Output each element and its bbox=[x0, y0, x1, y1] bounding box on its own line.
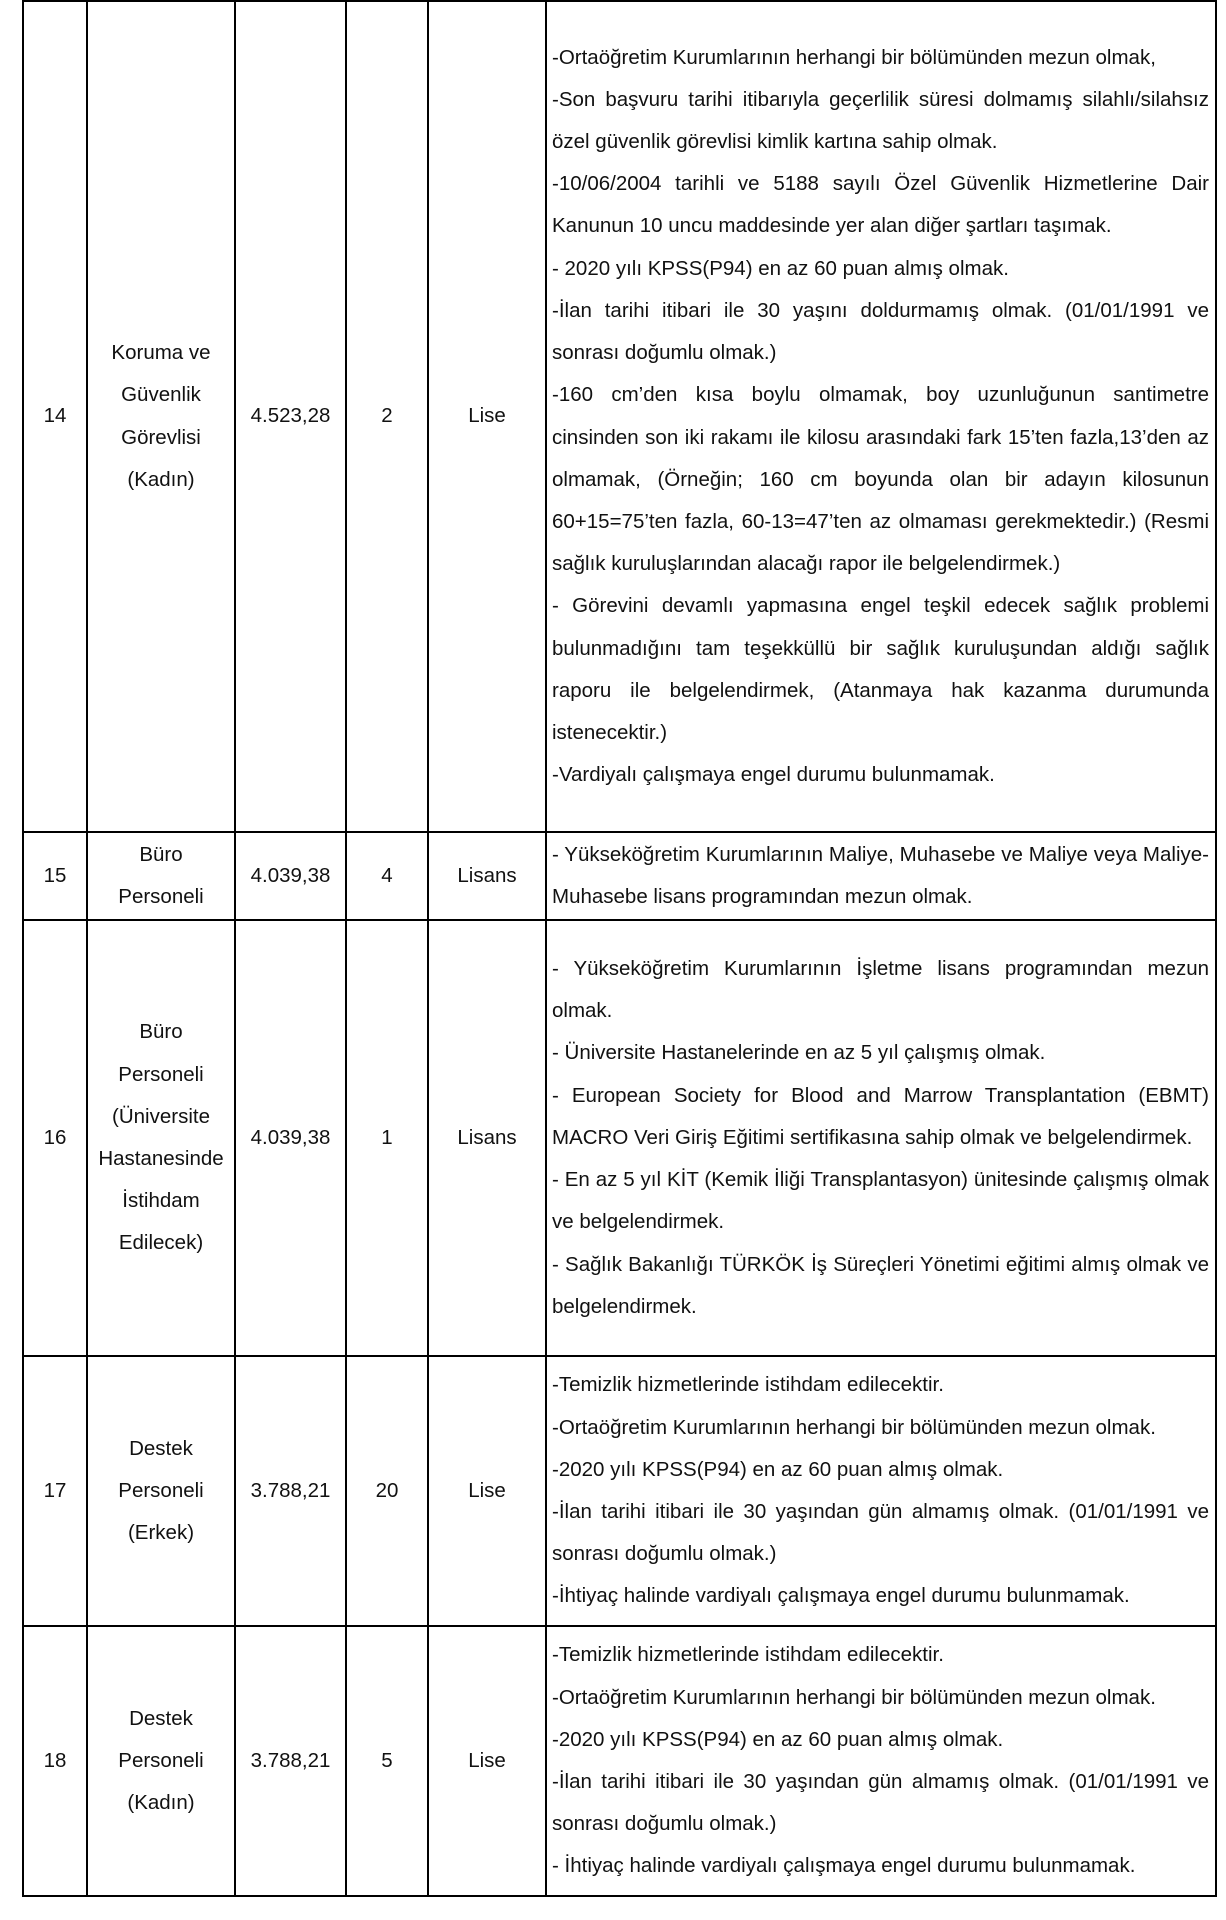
requirement-item: - İhtiyaç halinde vardiyalı çalışmaya engel durumu bulunmamak. bbox=[552, 1854, 1136, 1878]
position-title bbox=[87, 832, 235, 920]
position-title bbox=[87, 1356, 235, 1626]
position-title-line: Edilecek) bbox=[118, 1231, 204, 1255]
row-number: 16 bbox=[23, 920, 87, 1356]
position-title-line: Hastanesinde bbox=[98, 1147, 224, 1170]
requirements bbox=[546, 1626, 1216, 1896]
table-row bbox=[23, 920, 1216, 1356]
requirement-item: - En az 5 yıl KİT (Kemik İliği Transplantasyon) ünitesinde çalışmış olmak ve belgelendirmek. bbox=[552, 1168, 1209, 1234]
requirement-item: -Ortaöğretim Kurumlarının herhangi bir bölümünden mezun olmak, bbox=[552, 45, 1156, 69]
position-title-line: (Kadın) bbox=[127, 467, 195, 491]
position-count: 1 bbox=[346, 920, 428, 1356]
row-number: 18 bbox=[23, 1626, 87, 1896]
position-title bbox=[87, 1, 235, 832]
table-row bbox=[23, 1626, 1216, 1896]
requirement-item: -2020 yılı KPSS(P94) en az 60 puan almış olmak. bbox=[552, 1727, 1004, 1751]
requirement-item: -Temizlik hizmetlerinde istihdam edilecektir. bbox=[552, 1373, 944, 1397]
requirement-item: -Vardiyalı çalışmaya engel durumu bulunmamak. bbox=[552, 763, 995, 787]
position-title-line: İstihdam bbox=[122, 1189, 200, 1213]
position-title-line: Görevlisi bbox=[121, 425, 201, 449]
education-level: Lisans bbox=[428, 832, 546, 920]
education-level: Lise bbox=[428, 1, 546, 832]
requirement-item: -İlan tarihi itibari ile 30 yaşından gün almamış olmak. (01/01/1991 ve sonrası doğumlu olmak.) bbox=[552, 1770, 1209, 1836]
requirement-item: - 2020 yılı KPSS(P94) en az 60 puan almış olmak. bbox=[552, 256, 1009, 280]
position-title-line: Destek bbox=[129, 1436, 193, 1460]
salary: 3.788,21 bbox=[235, 1626, 346, 1896]
requirement-item: -İlan tarihi itibari ile 30 yaşını doldurmamış olmak. (01/01/1991 ve sonrası doğumlu olmak.) bbox=[552, 298, 1209, 365]
requirement-item: -İhtiyaç halinde vardiyalı çalışmaya engel durumu bulunmamak. bbox=[552, 1584, 1130, 1608]
requirements bbox=[546, 920, 1216, 1356]
requirement-item: - Üniversite Hastanelerinde en az 5 yıl çalışmış olmak. bbox=[552, 1041, 1046, 1065]
requirement-item: - Yükseköğretim Kurumlarının İşletme lisans programından mezun olmak. bbox=[552, 957, 1209, 1023]
requirement-item: -Ortaöğretim Kurumlarının herhangi bir bölümünden mezun olmak. bbox=[552, 1415, 1156, 1439]
requirement-item: -Temizlik hizmetlerinde istihdam edilecektir. bbox=[552, 1643, 944, 1667]
education-level: Lisans bbox=[428, 920, 546, 1356]
salary: 4.523,28 bbox=[235, 1, 346, 832]
requirement-item: -160 cm’den kısa boylu olmamak, boy uzunluğunun santimetre cinsinden son iki rakamı ile kilosu arasındaki fark 15’ten fazla,13’den az olmamak, (Örneğin; 160 cm boyunda olan bir adayın kilosunun 60+15=75’ten fazla, 60-13=47’ten az olmaması gerekmektedir.) (Resmi sağlık kuruluşlarından alacağı rapor ile belgelendirmek.) bbox=[552, 383, 1209, 576]
requirement-item: -Ortaöğretim Kurumlarının herhangi bir bölümünden mezun olmak. bbox=[552, 1685, 1156, 1709]
salary: 4.039,38 bbox=[235, 920, 346, 1356]
table-row bbox=[23, 1, 1216, 832]
row-number: 15 bbox=[23, 832, 87, 920]
position-title-line: Büro bbox=[139, 1020, 183, 1044]
position-title-line: Koruma ve bbox=[111, 341, 211, 365]
position-count: 2 bbox=[346, 1, 428, 832]
position-title bbox=[87, 1626, 235, 1896]
requirement-item: -İlan tarihi itibari ile 30 yaşından gün almamış olmak. (01/01/1991 ve sonrası doğumlu olmak.) bbox=[552, 1500, 1209, 1566]
row-number: 14 bbox=[23, 1, 87, 832]
salary: 3.788,21 bbox=[235, 1356, 346, 1626]
position-title-line: Büro bbox=[139, 842, 183, 866]
position-title-line: (Kadın) bbox=[127, 1791, 195, 1815]
positions-table bbox=[22, 0, 1217, 1897]
requirement-item: - Yükseköğretim Kurumlarının Maliye, Muhasebe ve Maliye veya Maliye-Muhasebe lisans programından mezun olmak. bbox=[552, 842, 1209, 908]
position-title-line: Destek bbox=[129, 1706, 193, 1730]
table-row bbox=[23, 832, 1216, 920]
salary: 4.039,38 bbox=[235, 832, 346, 920]
education-level: Lise bbox=[428, 1356, 546, 1626]
position-title-line: Personeli bbox=[118, 885, 204, 908]
requirement-item: -Son başvuru tarihi itibarıyla geçerlilik süresi dolmamış silahlı/silahsız özel güvenlik görevlisi kimlik kartına sahip olmak. bbox=[552, 87, 1209, 154]
position-title-line: (Erkek) bbox=[127, 1521, 195, 1545]
position-title-line: Personeli bbox=[118, 1478, 204, 1502]
position-title-line: Personeli bbox=[118, 1062, 204, 1086]
requirements bbox=[546, 1, 1216, 832]
position-count: 5 bbox=[346, 1626, 428, 1896]
requirement-item: -10/06/2004 tarihli ve 5188 sayılı Özel Güvenlik Hizmetlerine Dair Kanunun 10 uncu maddesinde yer alan diğer şartları taşımak. bbox=[552, 172, 1209, 238]
education-level: Lise bbox=[428, 1626, 546, 1896]
row-number: 17 bbox=[23, 1356, 87, 1626]
position-title-line: (Üniversite bbox=[112, 1104, 210, 1128]
position-title bbox=[87, 920, 235, 1356]
position-title-line: Güvenlik bbox=[121, 383, 201, 407]
requirement-item: - European Society for Blood and Marrow Transplantation (EBMT) MACRO Veri Giriş Eğitimi sertifikasına sahip olmak ve belgelendirmek. bbox=[552, 1083, 1209, 1149]
requirement-item: - Görevini devamlı yapmasına engel teşkil edecek sağlık problemi bulunmadığını tam teşekküllü bir sağlık kuruluşundan aldığı sağlık raporu ile belgelendirmek, (Atanmaya hak kazanma durumunda istenecektir.) bbox=[552, 594, 1209, 744]
table-row bbox=[23, 1356, 1216, 1626]
position-count: 4 bbox=[346, 832, 428, 920]
requirements bbox=[546, 832, 1216, 920]
position-title-line: Personeli bbox=[118, 1748, 204, 1772]
requirement-item: - Sağlık Bakanlığı TÜRKÖK İş Süreçleri Yönetimi eğitimi almış olmak ve belgelendirmek. bbox=[552, 1252, 1209, 1318]
requirement-item: -2020 yılı KPSS(P94) en az 60 puan almış olmak. bbox=[552, 1457, 1004, 1481]
requirements bbox=[546, 1356, 1216, 1626]
position-count: 20 bbox=[346, 1356, 428, 1626]
